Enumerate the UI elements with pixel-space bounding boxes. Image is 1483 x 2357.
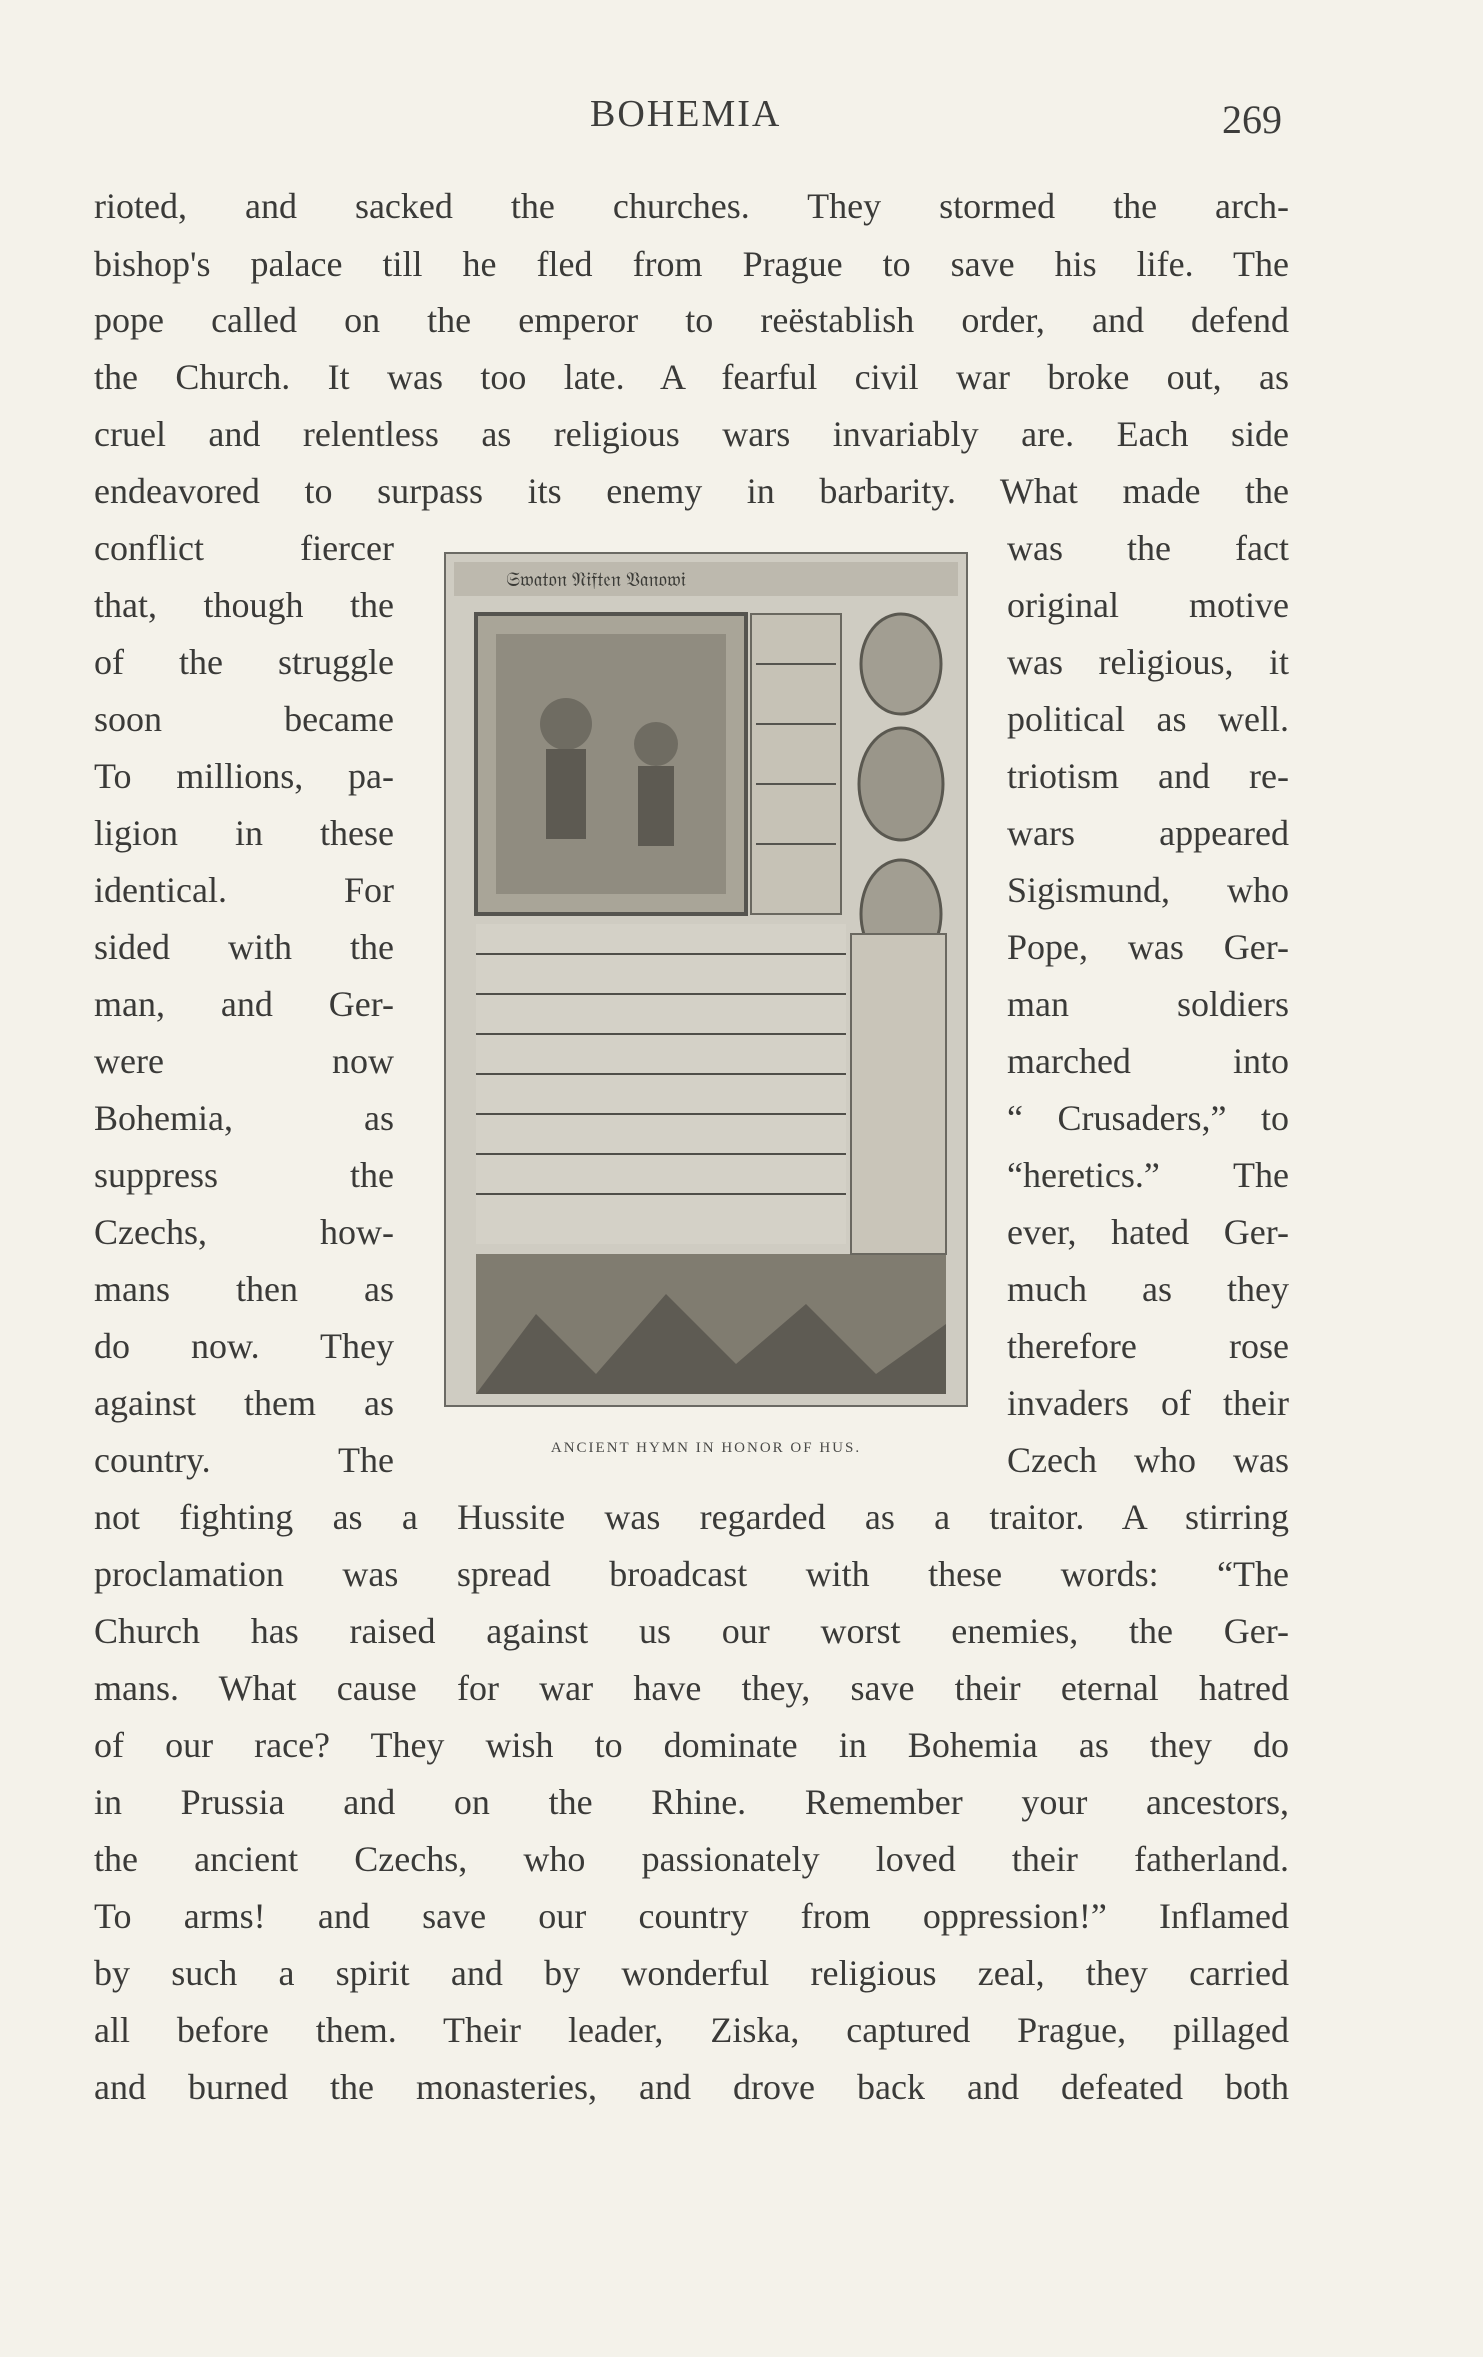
left-column-line: of the struggle	[94, 642, 394, 682]
left-column-line: man, and Ger-	[94, 984, 394, 1024]
left-column-line: To millions, pa-	[94, 756, 394, 796]
svg-text:𝔖𝔴𝔞𝔱𝔬𝔫 𝔑𝔦𝔣𝔱𝔢𝔫 𝔙𝔞: 𝔖𝔴𝔞𝔱𝔬𝔫 𝔑𝔦𝔣𝔱𝔢𝔫 𝔙𝔞𝔫𝔬𝔴𝔦	[506, 569, 686, 591]
figure-caption: ANCIENT HYMN IN HONOR OF HUS.	[550, 1440, 862, 1456]
text-line: in Prussia and on the Rhine. Remember your ancestors,	[94, 1782, 1289, 1822]
left-column-line: country. The	[94, 1440, 394, 1480]
left-column-line: Czechs, how-	[94, 1212, 394, 1252]
text-line: Church has raised against us our worst enemies, the Ger-	[94, 1611, 1289, 1651]
text-line: rioted, and sacked the churches. They stormed the arch-	[94, 186, 1289, 226]
right-column-line: invaders of their	[1007, 1383, 1289, 1423]
text-line: the Church. It was too late. A fearful civil war broke out, as	[94, 357, 1289, 397]
left-column-line: ligion in these	[94, 813, 394, 853]
right-column-line: much as they	[1007, 1269, 1289, 1309]
page-number: 269	[1222, 97, 1282, 142]
right-column-line: therefore rose	[1007, 1326, 1289, 1366]
right-column-line: original motive	[1007, 585, 1289, 625]
right-column-line: “heretics.” The	[1007, 1155, 1289, 1195]
left-column-line: that, though the	[94, 585, 394, 625]
right-column-line: triotism and re-	[1007, 756, 1289, 796]
manuscript-figure	[444, 552, 968, 1407]
left-column-line: were now	[94, 1041, 394, 1081]
text-line: of our race? They wish to dominate in Bohemia as they do	[94, 1725, 1289, 1765]
left-column-line: conflict fiercer	[94, 528, 394, 568]
text-line: by such a spirit and by wonderful religious zeal, they carried	[94, 1953, 1289, 1993]
text-line: and burned the monasteries, and drove back and defeated both	[94, 2067, 1289, 2107]
right-column-line: man soldiers	[1007, 984, 1289, 1024]
text-line: all before them. Their leader, Ziska, captured Prague, pillaged	[94, 2010, 1289, 2050]
left-column-line: mans then as	[94, 1269, 394, 1309]
illuminated-manuscript-icon	[446, 554, 966, 1405]
right-column-line: was religious, it	[1007, 642, 1289, 682]
right-column-line: wars appeared	[1007, 813, 1289, 853]
text-line: the ancient Czechs, who passionately loved their fatherland.	[94, 1839, 1289, 1879]
text-line: mans. What cause for war have they, save their eternal hatred	[94, 1668, 1289, 1708]
left-column-line: do now. They	[94, 1326, 394, 1366]
text-line: To arms! and save our country from oppression!” Inflamed	[94, 1896, 1289, 1936]
right-column-line: ever, hated Ger-	[1007, 1212, 1289, 1252]
left-column-line: sided with the	[94, 927, 394, 967]
right-column-line: “ Crusaders,” to	[1007, 1098, 1289, 1138]
left-column-line: soon became	[94, 699, 394, 739]
right-column-line: political as well.	[1007, 699, 1289, 739]
text-line: not fighting as a Hussite was regarded as a traitor. A stirring	[94, 1497, 1289, 1537]
right-column-line: marched into	[1007, 1041, 1289, 1081]
running-title: BOHEMIA	[590, 93, 782, 135]
text-line: proclamation was spread broadcast with these words: “The	[94, 1554, 1289, 1594]
left-column-line: identical. For	[94, 870, 394, 910]
text-line: bishop's palace till he fled from Prague to save his life. The	[94, 244, 1289, 284]
right-column-line: Sigismund, who	[1007, 870, 1289, 910]
text-line: pope called on the emperor to reëstablish order, and defend	[94, 300, 1289, 340]
left-column-line: Bohemia, as	[94, 1098, 394, 1138]
left-column-line: against them as	[94, 1383, 394, 1423]
text-line: cruel and relentless as religious wars invariably are. Each side	[94, 414, 1289, 454]
left-column-line: suppress the	[94, 1155, 394, 1195]
running-head	[0, 92, 1483, 152]
right-column-line: was the fact	[1007, 528, 1289, 568]
right-column-line: Czech who was	[1007, 1440, 1289, 1480]
right-column-line: Pope, was Ger-	[1007, 927, 1289, 967]
text-line: endeavored to surpass its enemy in barbarity. What made the	[94, 471, 1289, 511]
